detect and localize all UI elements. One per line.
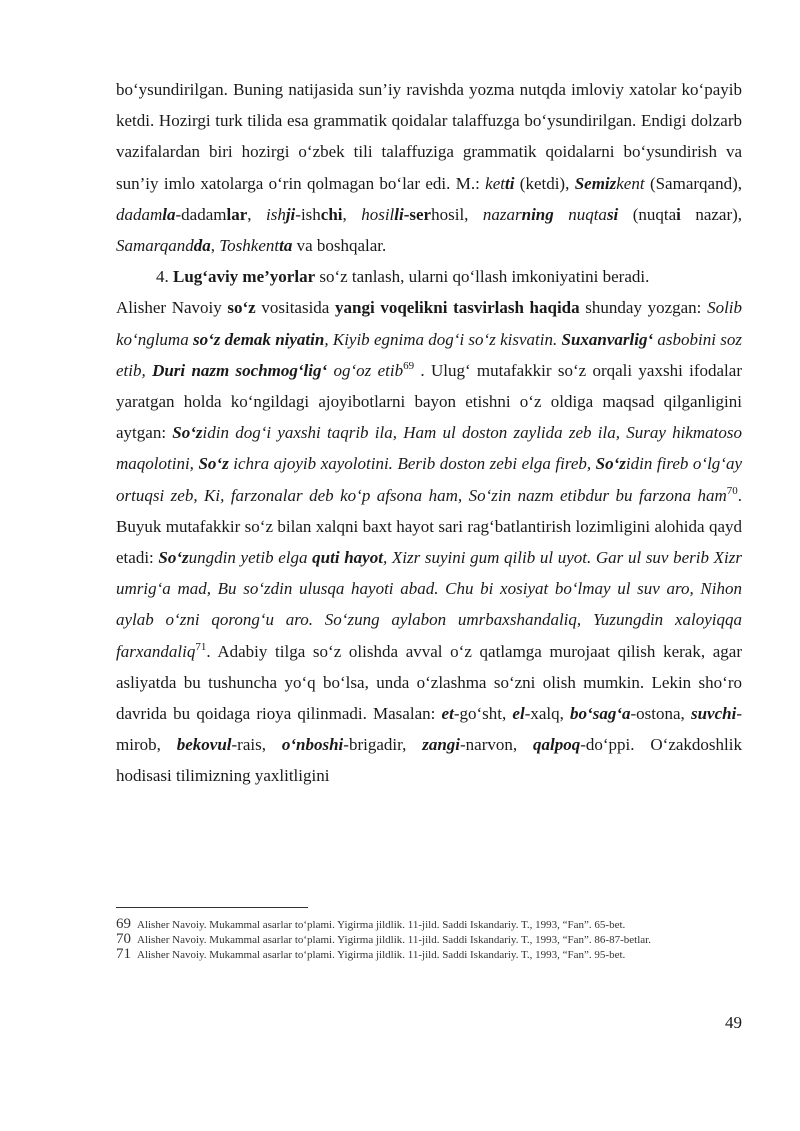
text-run: -narvon, — [460, 735, 533, 755]
text-run: -xalq, — [524, 704, 571, 724]
text-run: , — [247, 204, 266, 224]
bold-italic-run: el — [512, 704, 525, 724]
footnote-number: 70 — [116, 931, 131, 947]
italic-run: ichra ajoyib xayolotini. Berib doston zebi elga fireb, — [228, 454, 596, 474]
bold-italic-run: Duri nazm sochmog‘lig‘ — [152, 360, 328, 380]
bold-italic-run: li — [394, 204, 404, 224]
bold-italic-run: Suxanvarlig‘ — [561, 329, 654, 349]
main-text — [116, 74, 742, 792]
text-run: . Adabiy tilga so‘z olishda avval o‘z qatlamga murojaat qilish kerak, agar asliyatda bu tushuncha yo‘q bo‘lsa, unda o‘zlashma so‘zni olish mumkin. Lekin sho‘ro davrida bu qoidaga rioya qilinmadi. Masalan: — [116, 641, 742, 724]
bold-italic-run: bekovul — [176, 735, 232, 755]
bold-italic-run: So‘z — [158, 548, 189, 568]
text-run: , — [210, 236, 220, 256]
bold-italic-run: quti hayot — [312, 548, 383, 568]
italic-run: dadam — [116, 204, 163, 224]
text-run: (ketdi), — [514, 173, 575, 193]
bold-run: Lug‘aviy me’yorlar — [173, 267, 316, 287]
italic-run: ket — [485, 173, 505, 193]
text-run: Alisher Navoiy — [116, 298, 228, 318]
text-run: -brigadir, — [343, 735, 423, 755]
text-run: bo‘ysundirilgan. Buning natijasida sun’iy ravishda yozma nutqda imloviy xatolar ko‘payib ketdi. Hozirgi turk tilida esa grammatik qoidalar talaffuzga bo‘ysundirilgan. Endigi dolzarb vazifalardan biri hozirgi o‘zbek tili talaffuziga grammatik qoidalarni bo‘ysundirish va sun’iy imlo xatolarga o‘rin qolmagan bo‘lar edi. M.: — [116, 80, 742, 193]
footnote-text: Alisher Navoiy. Mukammal asarlar to‘plami. Yigirma jildlik. 11-jild. Saddi Iskandariy. T., 1993, “Fan”. 95-bet. — [137, 949, 626, 961]
bold-run: yangi voqelikni tasvirlash haqida — [335, 298, 580, 318]
text-run: vositasida — [255, 298, 336, 318]
bold-italic-run: ning — [521, 204, 554, 224]
text-run: . Ulug‘ mutafakkir so‘z orqali yaxshi ifodalar yaratgan holda ko‘ngildagi ajoyibotlarni bayon etishni o‘z oldiga maqsad qilganligini aytgan: — [116, 360, 742, 443]
bold-italic-run: zangi — [422, 735, 460, 755]
bold-italic-run: So‘z — [595, 454, 626, 474]
footnote-ref-70[interactable]: 70 — [726, 484, 738, 497]
paragraph-3 — [116, 292, 742, 791]
bold-italic-run: da — [193, 236, 211, 256]
paragraph-1 — [116, 74, 742, 261]
italic-run: Toshkent — [219, 236, 280, 256]
bold-run: i — [676, 204, 681, 224]
text-run: (Samarqand), — [644, 173, 742, 193]
italic-run: kent — [616, 173, 645, 193]
text-run: (nuqta — [618, 204, 677, 224]
bold-italic-run: qalpoq — [533, 735, 581, 755]
text-run: va boshqalar. — [292, 236, 387, 256]
text-run: hosil, — [431, 204, 483, 224]
italic-run: ish — [265, 204, 286, 224]
footnote-text: Alisher Navoiy. Mukammal asarlar to‘plami. Yigirma jildlik. 11-jild. Saddi Iskandariy. T., 1993, “Fan”. 86-87-betlar. — [137, 934, 651, 946]
italic-run: hosil — [361, 204, 395, 224]
footnote-69 — [116, 918, 742, 931]
bold-run: so‘z — [227, 298, 256, 318]
text-run: -mirob, — [116, 704, 742, 755]
italic-run: , Xizr suyini gum qilib ul uyot. Gar ul suv berib Xizr umrig‘a mad, Bu so‘zdin ulusqa hayoti abad. Chu bi xosiyat bo‘lmay ul suv aro, Nihon aylab o‘zni qorong‘u aro. So‘zung aylabon umrbaxshandaliq, Yuzungdin xaloyiqqa farxandaliq — [116, 548, 743, 661]
bold-italic-run: ji — [285, 204, 296, 224]
footnote-ref-71[interactable]: 71 — [195, 640, 207, 653]
italic-run: , Kiyib egnima dog‘i so‘z kisvatin. — [324, 329, 562, 349]
text-run: , — [342, 204, 362, 224]
text-run: shunday yozgan: — [579, 298, 708, 318]
bold-italic-run: suvchi — [690, 704, 737, 724]
text-run: -ish — [295, 204, 321, 224]
bold-italic-run: So‘z — [172, 423, 203, 443]
text-run: -go‘sht, — [453, 704, 513, 724]
footnote-number: 71 — [116, 946, 131, 962]
italic-run: Solib ko‘ngluma — [116, 298, 743, 349]
italic-run: nuqta — [568, 204, 607, 224]
footnote-number: 69 — [116, 916, 131, 932]
bold-italic-run: ta — [279, 236, 293, 256]
text-run: -ostona, — [630, 704, 691, 724]
bold-italic-run: So‘z — [198, 454, 229, 474]
bold-italic-run: et — [441, 704, 454, 724]
footnote-70 — [116, 933, 742, 946]
bold-run: -ser — [403, 204, 432, 224]
italic-run: Samarqand — [116, 236, 194, 256]
bold-run: lar — [226, 204, 248, 224]
text-run: nazar), — [680, 204, 743, 224]
italic-run: nazar — [482, 204, 522, 224]
footnote-divider — [116, 907, 308, 908]
footnote-71 — [116, 948, 742, 961]
bold-italic-run: la — [162, 204, 176, 224]
italic-run: idin dog‘i yaxshi taqrib ila, Ham ul doston zaylida zeb ila, Suray hikmatoso maqolotini, — [116, 423, 742, 474]
list-number: 4. — [156, 267, 173, 287]
footnote-ref-69[interactable]: 69 — [403, 359, 415, 372]
italic-run: og‘oz etib — [327, 360, 404, 380]
text-run: so‘z tanlash, ularni qo‘llash imkoniyatini beradi. — [315, 267, 650, 287]
bold-italic-run: Semiz — [574, 173, 617, 193]
bold-italic-run: so‘z demak niyatin — [192, 329, 325, 349]
paragraph-2 — [116, 261, 742, 292]
italic-run: ungdin yetib elga — [188, 548, 313, 568]
text-run — [554, 205, 568, 224]
bold-italic-run: ti — [504, 173, 515, 193]
footnote-text: Alisher Navoiy. Mukammal asarlar to‘plami. Yigirma jildlik. 11-jild. Saddi Iskandariy. T., 1993, “Fan”. 65-bet. — [137, 919, 626, 931]
page-number: 49 — [725, 1013, 742, 1032]
bold-run: chi — [320, 204, 343, 224]
text-run: -dadam — [175, 204, 227, 224]
bold-italic-run: bo‘sag‘a — [570, 704, 631, 724]
italic-run: asbobini soz etib, — [116, 329, 742, 380]
text-run: . Buyuk mutafakkir so‘z bilan xalqni baxt hayot sari rag‘batlantirish lozimligini alohida qayd etadi: — [116, 485, 742, 568]
footnotes — [116, 918, 742, 963]
text-run: -do‘ppi. O‘zakdoshlik hodisasi tilimizning yaxlitligini — [116, 735, 742, 786]
bold-italic-run: si — [606, 204, 619, 224]
text-run: -rais, — [231, 735, 282, 755]
bold-italic-run: o‘nboshi — [281, 735, 344, 755]
italic-run: idin fireb o‘lg‘ay ortuqsi zeb, Ki, farzonalar deb ko‘p afsona ham, So‘zin nazm etibdur bu farzona ham — [116, 454, 743, 505]
